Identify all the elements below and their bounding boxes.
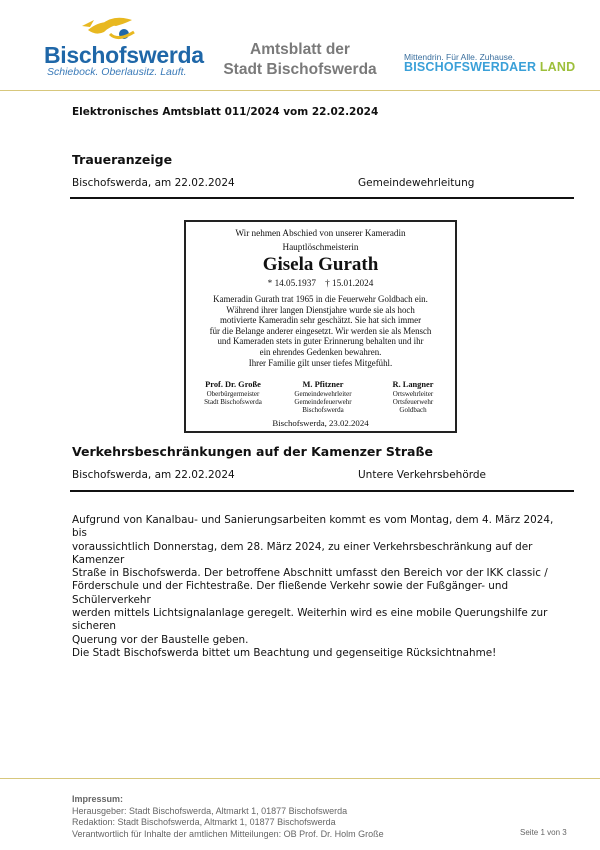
logo-wordmark[interactable]: Bischofswerda <box>44 42 204 68</box>
impressum-line: Verantwortlich für Inhalte der amtlichen Mitteilungen: OB Prof. Dr. Holm Große <box>72 828 384 839</box>
issue-line: Elektronisches Amtsblatt 011/2024 vom 22.02.2024 <box>72 106 379 118</box>
impressum-line: Redaktion: Stadt Bischofswerda, Altmarkt 1, 01877 Bischofswerda <box>72 817 336 827</box>
impressum <box>72 794 384 840</box>
traffic-notice-text <box>72 514 560 660</box>
obituary-intro: Wir nehmen Abschied von unserer Kameradin <box>235 228 406 238</box>
text-line: werden mittels Lichtsignalanlage geregelt. Weiterhin wird es eine mobile Querungshilfe zur sicheren <box>72 607 548 633</box>
signatory-name: R. Langner <box>392 380 434 389</box>
section-place-date: Bischofswerda, am 22.02.2024 <box>72 177 235 189</box>
obituary-line: motivierte Kameradin sehr geschätzt. Sie hat sich immer <box>219 315 422 326</box>
obituary-line: für die Belange anderer eingesetzt. Wir werden sie als Mensch <box>209 325 432 336</box>
signatory-name: M. Pfitzner <box>302 380 344 389</box>
title-line-1: Amtsblatt der <box>250 41 350 58</box>
region-brand[interactable] <box>404 60 575 74</box>
impressum-line: Herausgeber: Stadt Bischofswerda, Altmarkt 1, 01877 Bischofswerda <box>72 805 348 816</box>
signatory-role: Bischofswerda <box>302 406 344 414</box>
obituary-line: und Kameraden stets in guter Erinnerung behalten und ihr <box>217 336 424 347</box>
signatory-role: Ortswehrleiter <box>392 390 434 398</box>
text-line: Die Stadt Bischofswerda bittet um Beachtung und gegenseitige Rücksichtnahme! <box>72 646 497 659</box>
signatory-role: Gemeindefeuerwehr <box>294 398 352 406</box>
text-line: Förderschule und der Fichtestraße. Der fließende Verkehr sowie der Fußgänger- und Schülerverkehr <box>72 580 509 606</box>
section-authority: Untere Verkehrsbehörde <box>358 469 487 481</box>
obituary-line: Kameradin Gurath trat 1965 in die Feuerwehr Goldbach ein. <box>213 294 428 304</box>
obituary-place-date: Bischofswerda, 23.02.2024 <box>272 418 369 428</box>
section-title-traffic: Verkehrsbeschränkungen auf der Kamenzer Straße <box>72 444 433 459</box>
signatory <box>368 380 458 414</box>
region-brand-part2: LAND <box>536 60 576 74</box>
obituary-rank: Hauptlöschmeisterin <box>282 242 359 252</box>
signatory-role: Gemeindewehrleiter <box>294 390 352 398</box>
section-authority: Gemeindewehrleitung <box>358 177 475 189</box>
region-slogan: Mittendrin. Für Alle. Zuhause. <box>404 52 516 62</box>
signatory <box>188 380 278 406</box>
header-divider <box>0 90 600 91</box>
text-line: Aufgrund von Kanalbau- und Sanierungsarbeiten kommt es vom Montag, dem 4. März 2024, bis <box>72 514 554 540</box>
obituary-notice <box>184 220 457 433</box>
obituary-dates: * 14.05.1937 † 15.01.2024 <box>267 278 374 288</box>
bird-logo-icon <box>80 16 140 44</box>
footer-divider <box>0 778 600 779</box>
obituary-line: Während ihrer langen Dienstjahre wurde sie als hoch <box>226 304 415 315</box>
text-line: Straße in Bischofswerda. Der betroffene Abschnitt umfasst den Bereich vor der IKK classic / <box>72 567 548 580</box>
obituary-line: Ihrer Familie gilt unser tiefes Mitgefühl. <box>248 357 393 368</box>
section-title-obituary: Traueranzeige <box>72 152 173 167</box>
section-rule <box>70 490 574 492</box>
signatory-role: Oberbürgermeister <box>206 390 260 398</box>
text-line: voraussichtlich Donnerstag, dem 28. März 2024, zu einer Verkehrsbeschränkung auf der Kamenzer <box>72 540 533 566</box>
obituary-line: ein ehrendes Gedenken bewahren. <box>259 346 382 357</box>
obituary-text <box>192 294 449 368</box>
signatory-name: Prof. Dr. Große <box>205 380 261 389</box>
signatory-role: Stadt Bischofswerda <box>204 398 262 406</box>
text-line: Querung vor der Baustelle geben. <box>72 633 249 646</box>
title-line-2: Stadt Bischofswerda <box>223 61 377 78</box>
signatory-role: Goldbach <box>399 406 427 414</box>
section-place-date: Bischofswerda, am 22.02.2024 <box>72 469 235 481</box>
region-brand-part1: BISCHOFSWERDAER <box>404 60 537 74</box>
publication-title <box>200 40 400 80</box>
impressum-heading: Impressum: <box>72 794 124 804</box>
section-rule <box>70 197 574 199</box>
page-number: Seite 1 von 3 <box>520 828 567 837</box>
signatory <box>278 380 368 414</box>
obituary-name: Gisela Gurath <box>262 254 379 275</box>
signatory-role: Ortsfeuerwehr <box>392 398 434 406</box>
logo-tagline: Schiebock. Oberlausitz. Lauft. <box>47 66 187 78</box>
